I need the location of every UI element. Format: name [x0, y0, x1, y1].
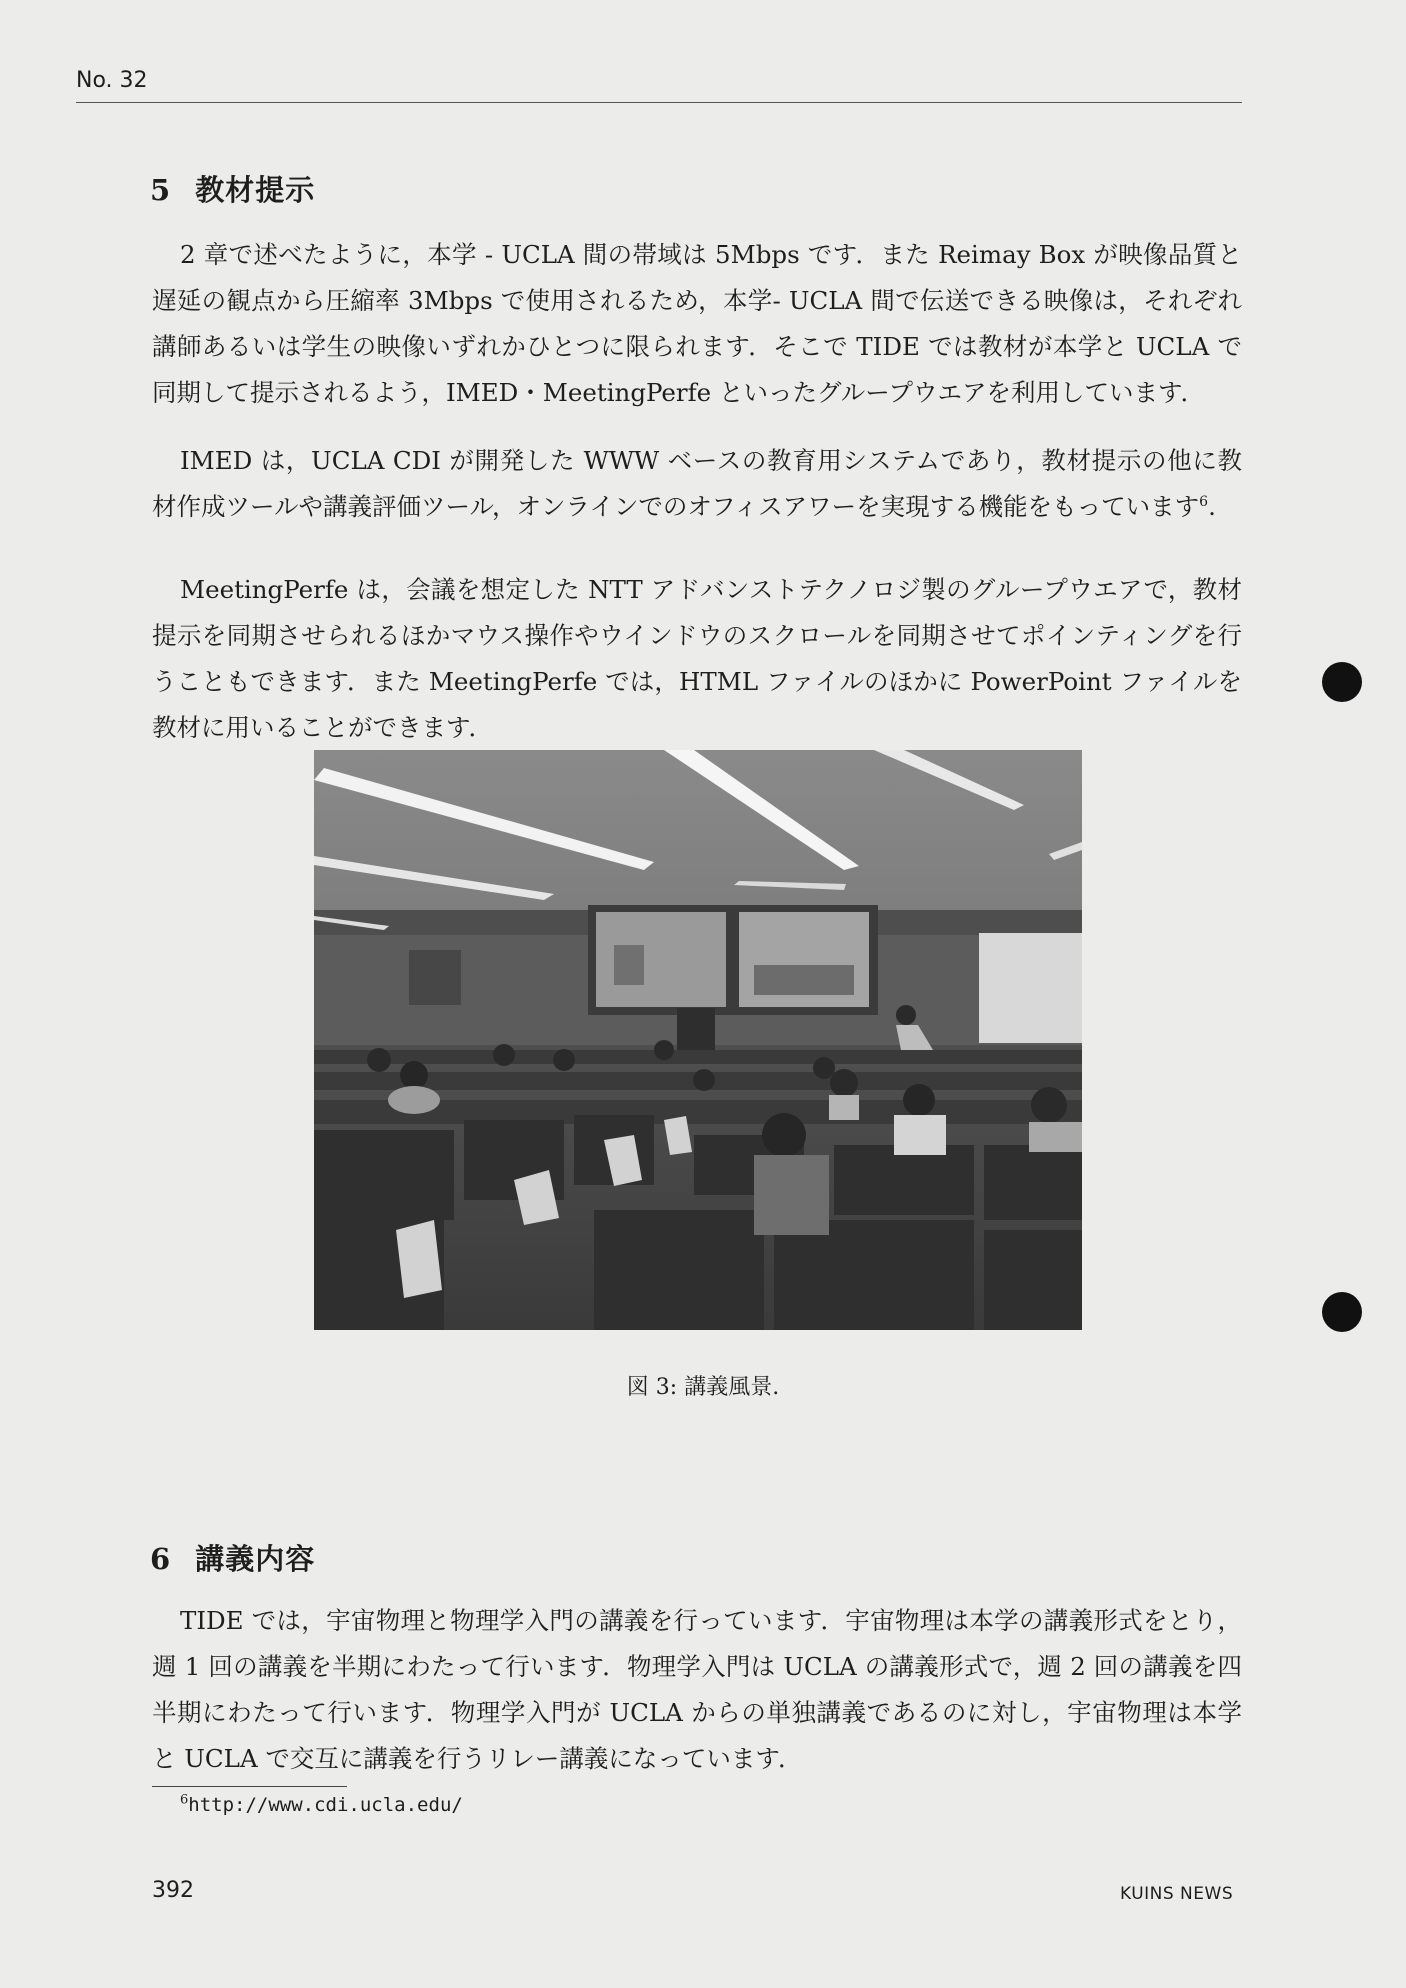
section-5-heading — [150, 168, 315, 209]
journal-name: KUINS NEWS — [1120, 1884, 1234, 1904]
section-6-paragraph-1: TIDE では，宇宙物理と物理学入門の講義を行っています．宇宙物理は本学の講義形式をとり，週 1 回の講義を半期にわたって行います．物理学入門は UCLA の講義形式で，週 2 回の講義を四半期にわたって行います．物理学入門が UCLA からの単独講義であるのに対し，宇宙物理は本学と UCLA で交互に講義を行うリレー講義になっています． — [152, 1606, 1242, 1773]
header-page-label: No. 32 — [76, 68, 148, 93]
footnote-reference: 6 — [1199, 493, 1209, 510]
section-5-title: 教材提示 — [195, 173, 316, 207]
footnote — [180, 1794, 463, 1816]
section-6-number: 6 — [150, 1542, 172, 1576]
figure-caption: 図 3: 講義風景. — [626, 1375, 780, 1400]
binder-hole-icon — [1322, 1292, 1362, 1332]
paragraph-2-period: . — [1208, 492, 1216, 521]
binder-hole-icon — [1322, 662, 1362, 702]
lecture-hall-photo — [314, 750, 1082, 1330]
footnote-rule — [152, 1786, 347, 1787]
footnote-number: 6 — [180, 1792, 189, 1808]
section-5-paragraph-1: 2 章で述べたように，本学 - UCLA 間の帯域は 5Mbps です．また Reimay Box が映像品質と遅延の観点から圧縮率 3Mbps で使用されるため，本学- UCLA 間で伝送できる映像は，それぞれ講師あるいは学生の映像いずれかひとつに限られます．そこで TIDE では教材が本学と UCLA で同期して提示されるよう，IMED・MeetingPerfe といったグループウエアを利用しています． — [152, 240, 1242, 407]
lecture-hall-illustration — [314, 750, 1082, 1330]
header-rule — [76, 102, 1242, 103]
section-6-heading — [150, 1537, 315, 1578]
section-6-title: 講義内容 — [195, 1542, 316, 1576]
section-5-paragraph-2 — [152, 438, 1242, 530]
page-number: 392 — [152, 1878, 194, 1903]
section-5-paragraph-3: MeetingPerfe は，会議を想定した NTT アドバンストテクノロジ製のグループウエアで，教材提示を同期させられるほかマウス操作やウインドウのスクロールを同期させてポインティングを行うこともできます．また MeetingPerfe では，HTML ファイルのほかに PowerPoint ファイルを教材に用いることができます． — [152, 575, 1242, 742]
section-5-paragraph-2-text: IMED は，UCLA CDI が開発した WWW ベースの教育用システムであり，教材提示の他に教材作成ツールや講義評価ツール，オンラインでのオフィスアワーを実現する機能をもっています — [152, 446, 1242, 521]
footnote-url[interactable]: http://www.cdi.ucla.edu/ — [188, 1794, 463, 1816]
section-5-number: 5 — [150, 173, 172, 207]
